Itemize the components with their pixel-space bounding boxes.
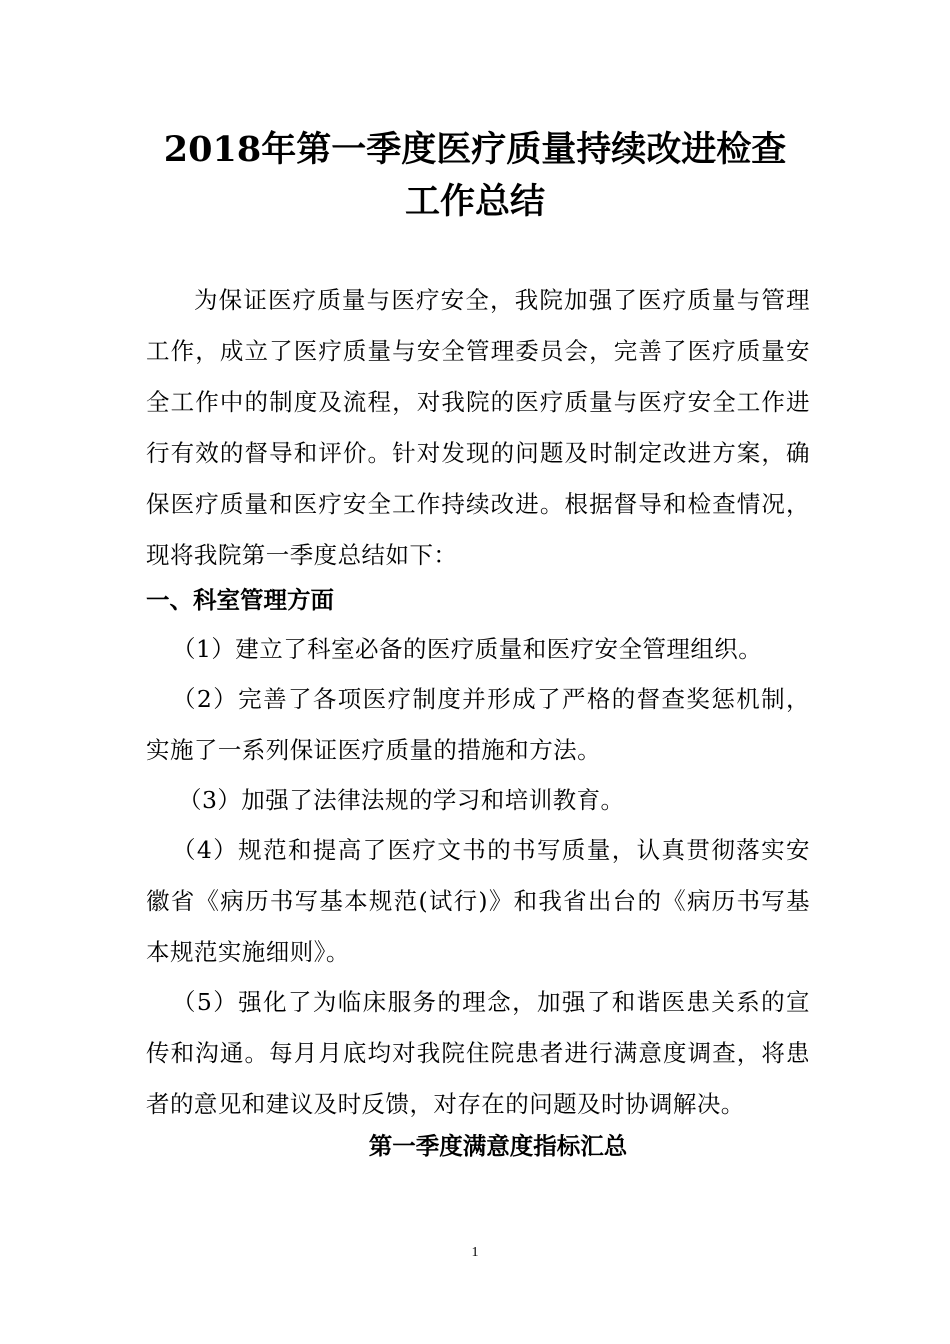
list-item-4: （4）规范和提高了医疗文书的书写质量，认真贯彻落实安徽省《病历书写基本规范(试行)》和我省出台的《病历书写基本规范实施细则》。 (146, 836, 810, 966)
document-title-line-2: 工作总结 (404, 181, 545, 222)
intro-paragraph: 为保证医疗质量与医疗安全，我院加强了医疗质量与管理工作，成立了医疗质量与安全管理委员会，完善了医疗质量安全工作中的制度及流程，对我院的医疗质量与医疗安全工作进行有效的督导和评价。针对发现的问题及时制定改进方案，确保医疗质量和医疗安全工作持续改进。根据督导和检查情况，现将我院第一季度总结如下： (146, 286, 810, 569)
table-caption: 第一季度满意度指标汇总 (368, 1132, 628, 1160)
list-item-1: （1）建立了科室必备的医疗质量和医疗安全管理组织。 (172, 635, 763, 663)
document-title-line-1: 2018年第一季度医疗质量持续改进检查 (163, 129, 787, 170)
list-item-5: （5）强化了为临床服务的理念，加强了和谐医患关系的宣传和沟通。每月月底均对我院住院患者进行满意度调查，将患者的意见和建议及时反馈，对存在的问题及时协调解决。 (146, 988, 810, 1118)
section-heading-department-management: 一、科室管理方面 (146, 586, 334, 614)
list-item-2: （2）完善了各项医疗制度并形成了严格的督查奖惩机制，实施了一系列保证医疗质量的措施和方法。 (146, 685, 810, 764)
list-item-3: （3）加强了法律法规的学习和培训教育。 (178, 786, 625, 814)
page-number: 1 (471, 1245, 479, 1260)
